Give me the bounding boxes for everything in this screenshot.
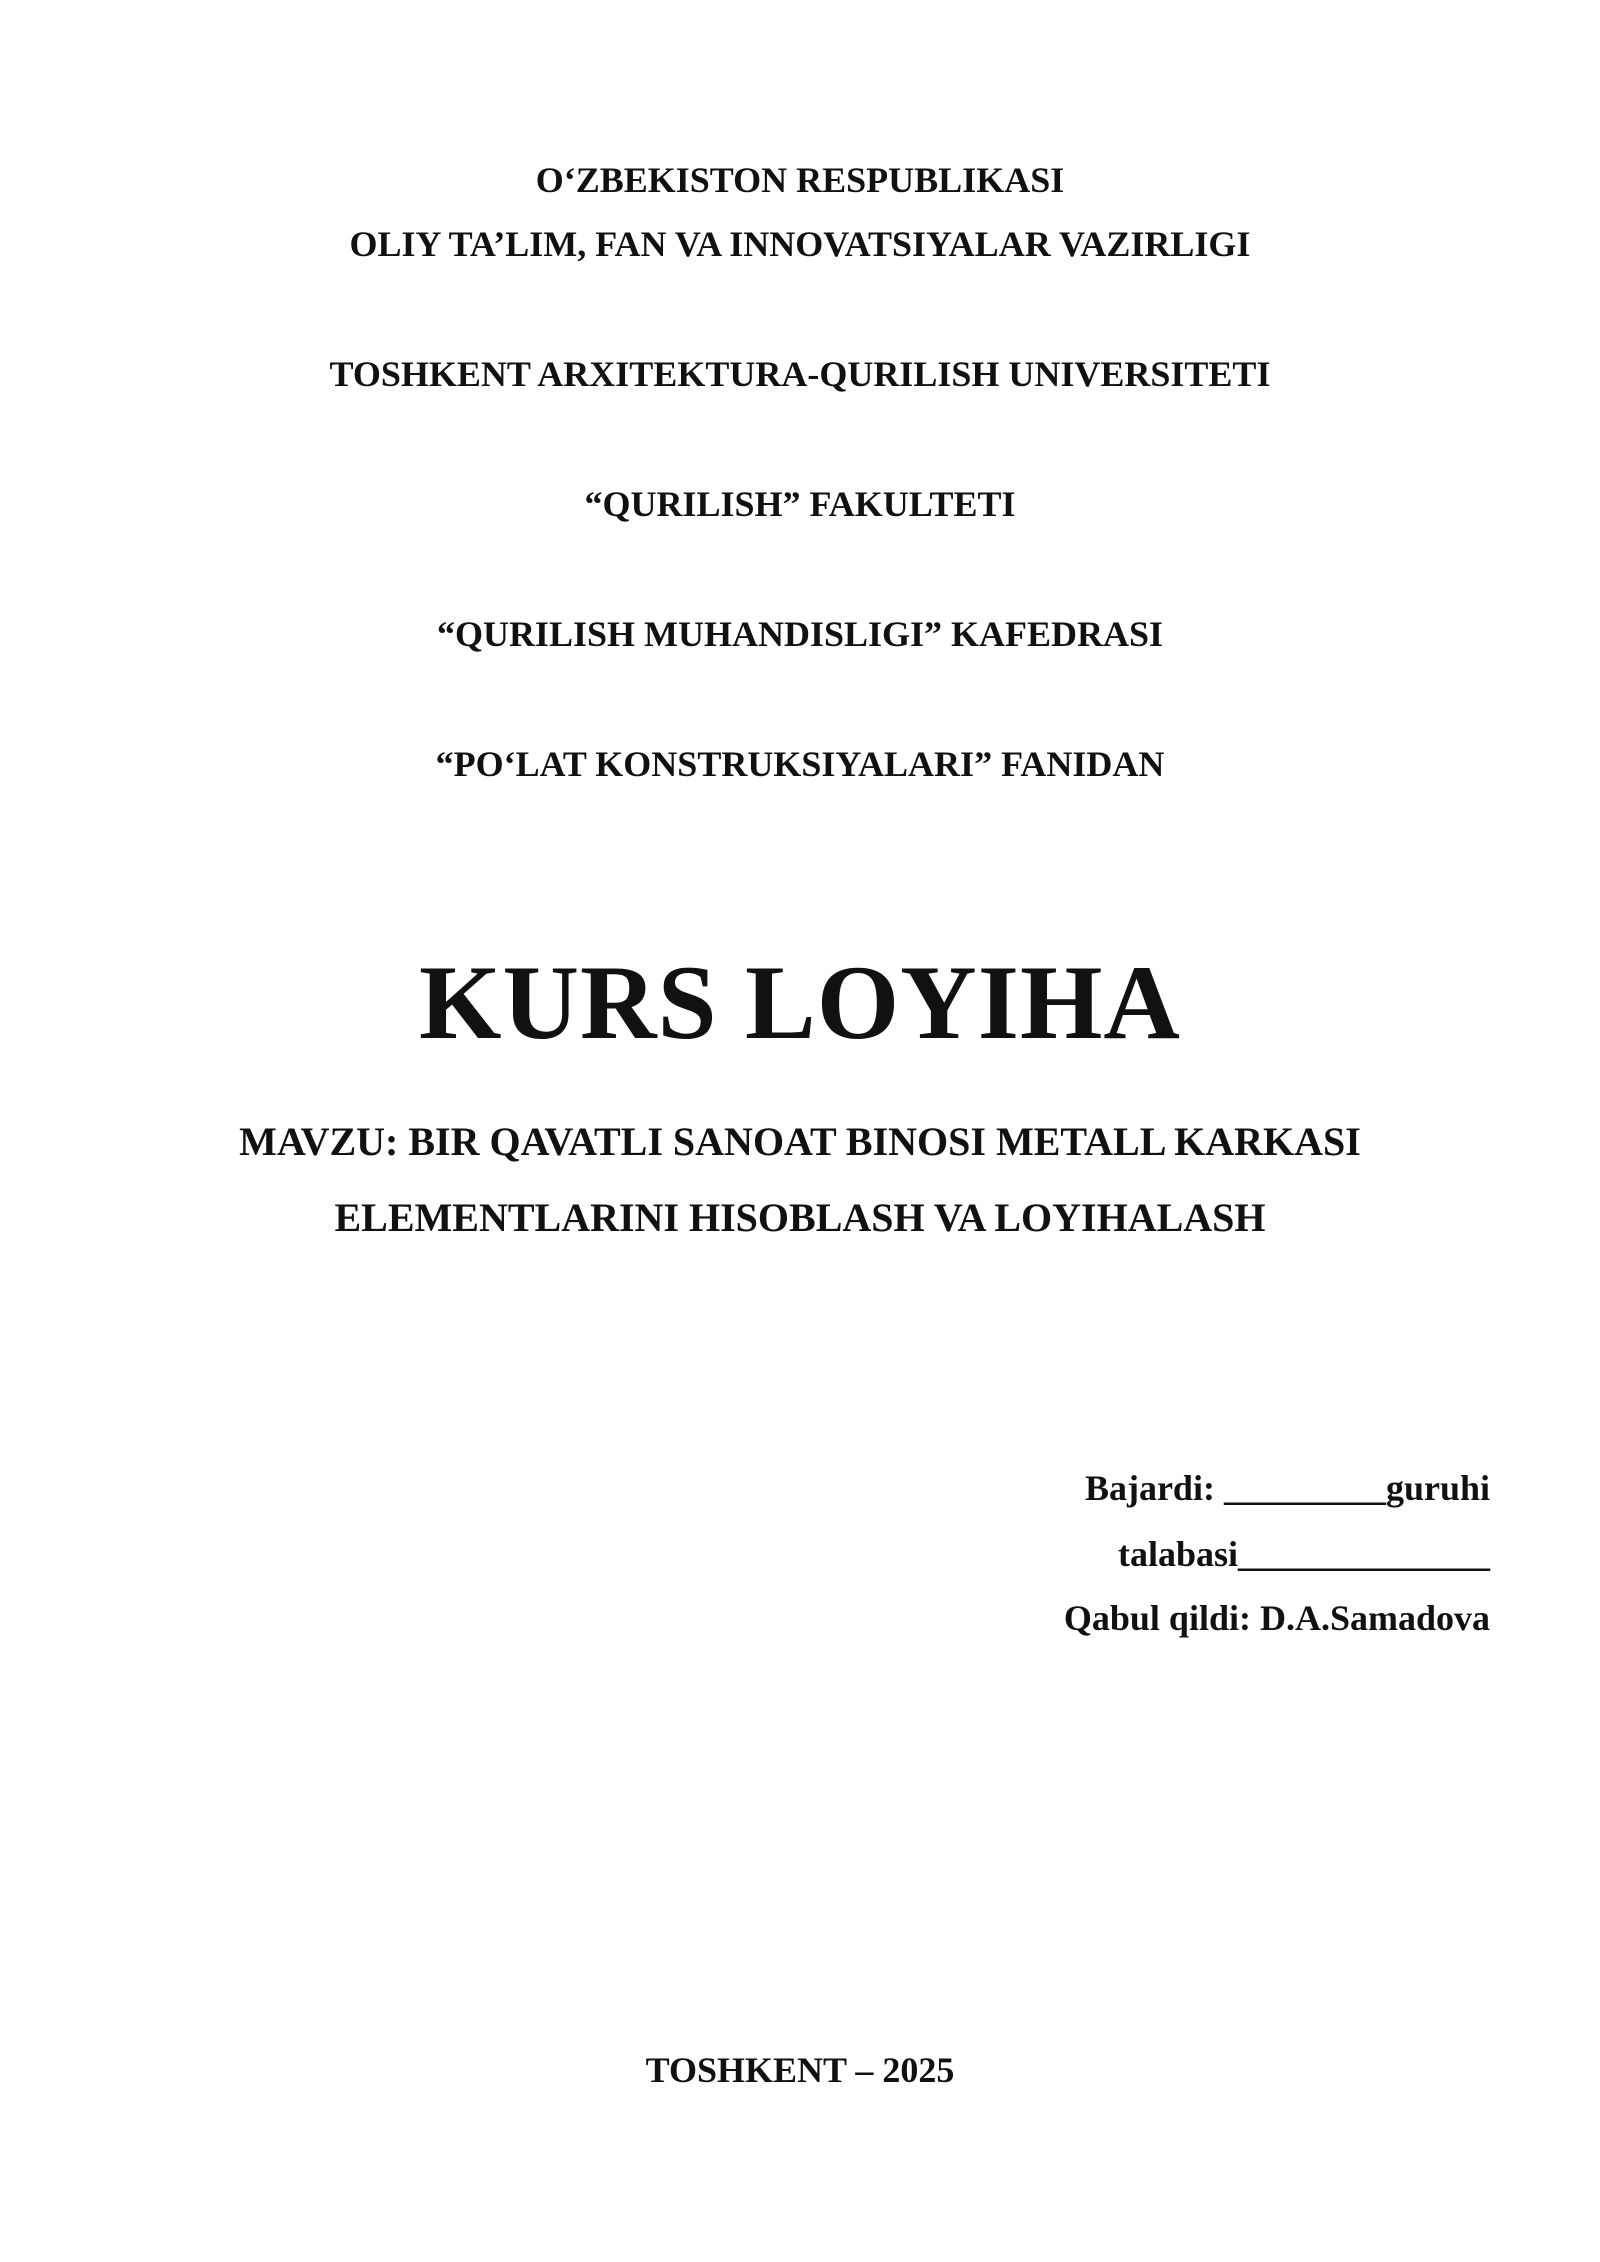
topic-line-1: MAVZU: BIR QAVATLI SANOAT BINOSI METALL KARKASI xyxy=(239,1119,1361,1164)
republic-heading: O‘ZBEKISTON RESPUBLIKASI xyxy=(535,160,1065,200)
topic-line-2: ELEMENTLARINI HISOBLASH VA LOYIHALASH xyxy=(334,1195,1266,1240)
ministry-heading: OLIY TA’LIM, FAN VA INNOVATSIYALAR VAZIRLIGI xyxy=(349,224,1251,264)
university-heading: TOSHKENT ARXITEKTURA-QURILISH UNIVERSITETI xyxy=(329,354,1271,394)
accepted-by-line: Qabul qildi: D.A.Samadova xyxy=(1063,1598,1490,1638)
performed-by-line: Bajardi: _________guruhi xyxy=(1084,1468,1490,1508)
department-heading: “QURILISH MUHANDISLIGI” KAFEDRASI xyxy=(436,614,1164,654)
student-line: talabasi______________ xyxy=(1117,1534,1490,1574)
subject-heading: “PO‘LAT KONSTRUKSIYALARI” FANIDAN xyxy=(435,744,1165,784)
city-year-footer: TOSHKENT – 2025 xyxy=(645,2050,955,2090)
document-title: KURS LOYIHA xyxy=(419,944,1181,1061)
faculty-heading: “QURILISH” FAKULTETI xyxy=(584,484,1016,524)
